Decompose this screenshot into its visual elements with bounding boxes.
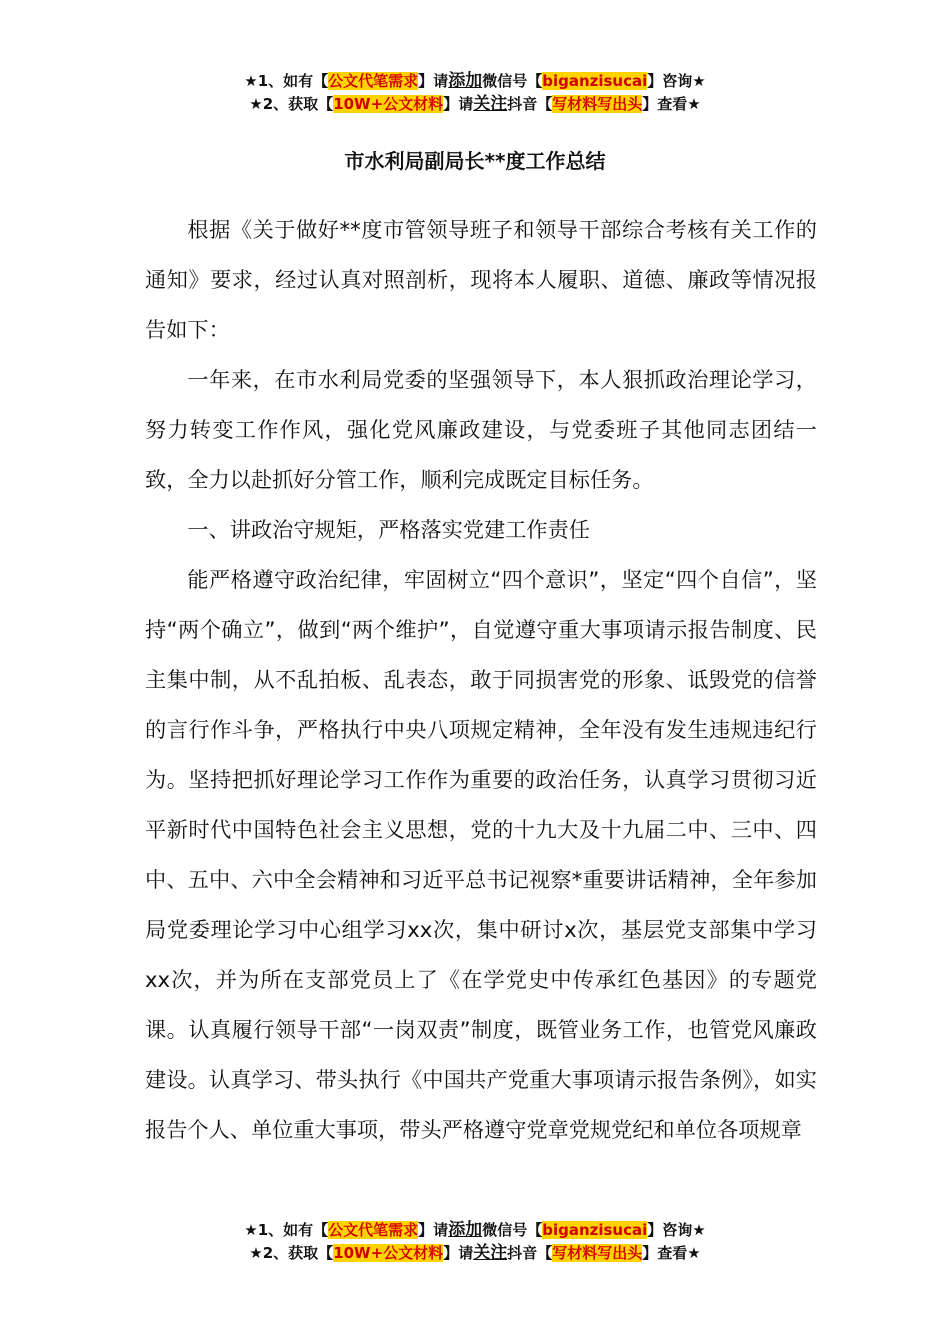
promo-text: ★1、如有【 <box>244 72 329 90</box>
paragraph: 一年来，在市水利局党委的坚强领导下，本人狠抓政治理论学习，努力转变工作作风，强化党风廉政建设，与党委班子其他同志团结一致，全力以赴抓好分管工作，顺利完成既定目标任务。 <box>145 367 817 492</box>
promo-text: 】请 <box>443 1244 474 1262</box>
promo-douyin-name: 写材料写出头 <box>552 95 643 113</box>
promo-line-2 <box>0 1242 950 1265</box>
promo-highlight: 10W+公文材料 <box>333 1244 444 1262</box>
promo-text: 】咨询★ <box>647 72 706 90</box>
promo-text: 抖音【 <box>507 1244 553 1262</box>
document-title: 市水利局副局长**度工作总结 <box>344 149 606 173</box>
promo-text: ★2、获取【 <box>249 95 334 113</box>
promo-text: 】查看★ <box>642 1244 701 1262</box>
promo-text: 】咨询★ <box>647 1221 706 1239</box>
promo-douyin-name: 写材料写出头 <box>552 1244 643 1262</box>
promo-line-2 <box>0 93 950 116</box>
promo-highlight: 公文代笔需求 <box>328 72 419 90</box>
promo-text: 微信号【 <box>482 1221 543 1239</box>
promo-line-1 <box>0 70 950 93</box>
promo-text: ★2、获取【 <box>249 1244 334 1262</box>
header-promo-banner <box>0 70 950 116</box>
promo-text: 】请 <box>418 72 449 90</box>
promo-text: 抖音【 <box>507 95 553 113</box>
promo-highlight: 公文代笔需求 <box>328 1221 419 1239</box>
promo-highlight: 10W+公文材料 <box>333 95 444 113</box>
promo-text: 微信号【 <box>482 72 543 90</box>
section-heading: 一、讲政治守规矩，严格落实党建工作责任 <box>187 517 590 542</box>
promo-emphasis: 添加 <box>448 71 483 91</box>
paragraph: 根据《关于做好**度市管领导班子和领导干部综合考核有关工作的通知》要求，经过认真对照剖析，现将本人履职、道德、廉政等情况报告如下： <box>145 217 817 342</box>
document-body <box>145 205 817 1155</box>
promo-emphasis: 关注 <box>473 1243 508 1263</box>
promo-line-1 <box>0 1219 950 1242</box>
promo-text: ★1、如有【 <box>244 1221 329 1239</box>
promo-text: 】请 <box>443 95 474 113</box>
footer-promo-banner <box>0 1219 950 1265</box>
promo-emphasis: 关注 <box>473 94 508 114</box>
promo-emphasis: 添加 <box>448 1220 483 1240</box>
promo-wechat-id: biganzisucai <box>542 1221 648 1239</box>
paragraph: 能严格遵守政治纪律，牢固树立“四个意识”，坚定“四个自信”，坚持“两个确立”，做到“两个维护”，自觉遵守重大事项请示报告制度、民主集中制，从不乱拍板、乱表态，敢于同损害党的形象、诋毁党的信誉的言行作斗争，严格执行中央八项规定精神，全年没有发生违规违纪行为。坚持把抓好理论学习工作作为重要的政治任务，认真学习贯彻习近平新时代中国特色社会主义思想，党的十九大及十九届二中、三中、四中、五中、六中全会精神和习近平总书记视察*重要讲话精神，全年参加局党委理论学习中心组学习xx次，集中研讨x次，基层党支部集中学习xx次，并为所在支部党员上了《在学党史中传承红色基因》的专题党课。认真履行领导干部“一岗双责”制度，既管业务工作，也管党风廉政建设。认真学习、带头执行《中国共产党重大事项请示报告条例》，如实报告个人、单位重大事项，带头严格遵守党章党规党纪和单位各项规章 <box>145 567 817 1142</box>
promo-wechat-id: biganzisucai <box>542 72 648 90</box>
promo-text: 】查看★ <box>642 95 701 113</box>
promo-text: 】请 <box>418 1221 449 1239</box>
